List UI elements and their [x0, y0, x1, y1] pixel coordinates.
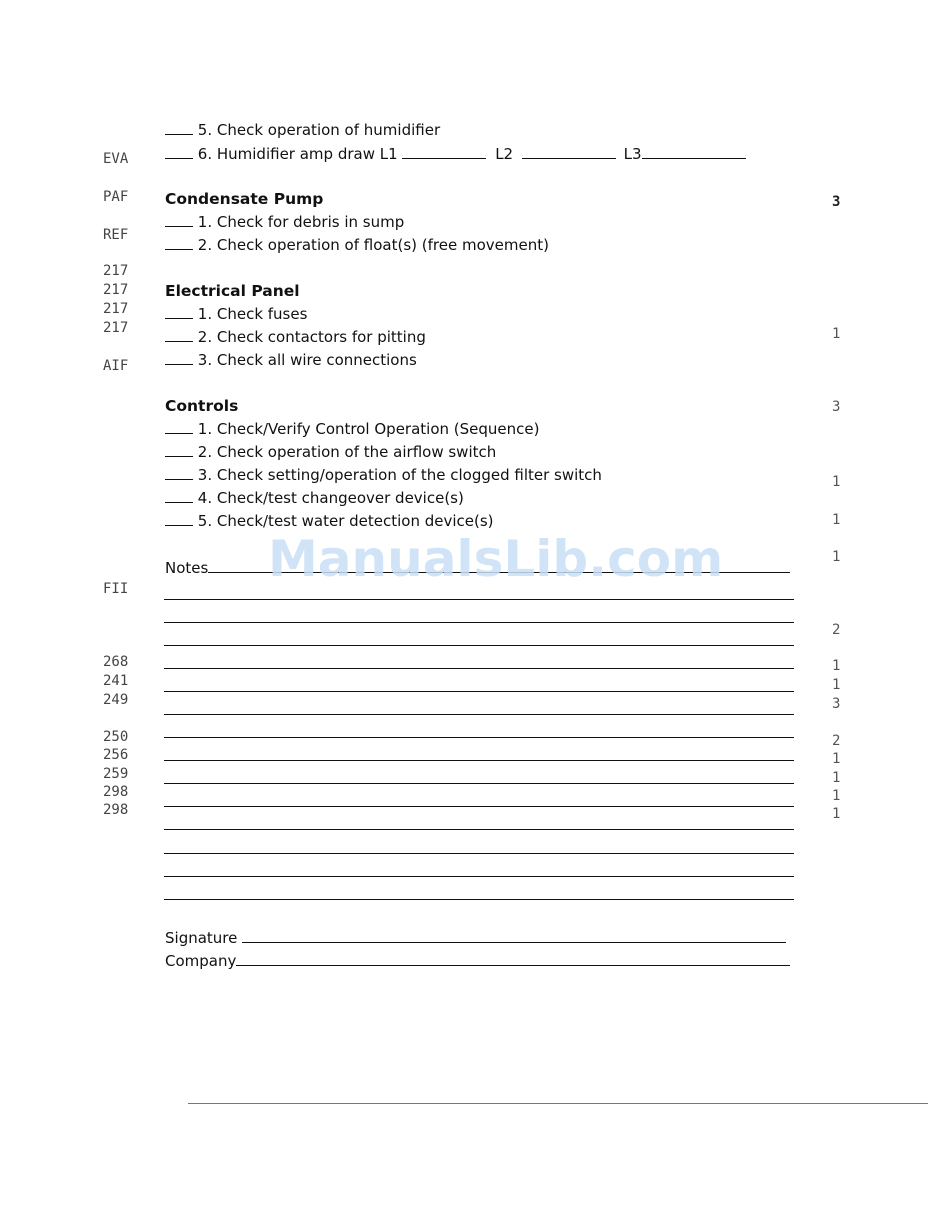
checklist-item	[165, 420, 539, 438]
item-label: 1. Check/Verify Control Operation (Sequence)	[197, 420, 540, 438]
item-label: 1. Check for debris in sump	[197, 213, 405, 231]
bleed-right-text: 1	[832, 658, 841, 674]
item-label: 4. Check/test changeover device(s)	[197, 489, 464, 507]
checklist-item	[165, 213, 404, 231]
bleed-left-text: 250	[103, 729, 129, 745]
item-label: 5. Check operation of humidifier	[197, 121, 441, 139]
bleed-right-text: 2	[832, 622, 841, 638]
bleed-left-text: 217	[103, 301, 129, 317]
bleed-left-text: FII	[103, 581, 129, 597]
bleed-left-text: PAF	[103, 189, 129, 205]
section-title: Electrical Panel	[165, 282, 300, 300]
signature-row	[165, 929, 786, 947]
item-label: 1. Check fuses	[197, 305, 308, 323]
company-label: Company	[165, 952, 237, 970]
company-row	[165, 952, 790, 970]
check-blank[interactable]	[165, 236, 193, 250]
bleed-right-text: 1	[832, 677, 841, 693]
footer-divider	[188, 1103, 928, 1104]
checklist-item	[165, 236, 549, 254]
checklist-item	[165, 145, 746, 163]
watermark: ManualsLib.com	[268, 530, 724, 588]
item-label: 6. Humidifier amp draw L1	[197, 145, 398, 163]
bleed-right-text: 1	[832, 806, 841, 822]
bleed-right-text: 3	[832, 696, 841, 712]
bleed-right-text: 1	[832, 770, 841, 786]
check-blank[interactable]	[165, 489, 193, 503]
bleed-right-text: 1	[832, 512, 841, 528]
bleed-right-text: 1	[832, 326, 841, 342]
bleed-left-text: 217	[103, 282, 129, 298]
checklist-item	[165, 305, 307, 323]
signature-label: Signature	[165, 929, 238, 947]
bleed-left-text: 256	[103, 747, 129, 763]
company-field[interactable]	[236, 952, 790, 966]
notes-line[interactable]	[164, 760, 794, 761]
bleed-left-text: 259	[103, 766, 129, 782]
notes-label: Notes	[165, 559, 209, 577]
check-blank[interactable]	[165, 305, 193, 319]
notes-line[interactable]	[164, 622, 794, 623]
checklist-item	[165, 512, 494, 530]
notes-line[interactable]	[164, 668, 794, 669]
checklist-item	[165, 351, 417, 369]
bleed-right-text: 1	[832, 549, 841, 565]
bleed-right-text: 3	[832, 194, 841, 210]
notes-line[interactable]	[164, 876, 794, 877]
check-blank[interactable]	[165, 145, 193, 159]
l2-label: L2	[495, 145, 514, 163]
bleed-left-text: 217	[103, 263, 129, 279]
bleed-right-text: 1	[832, 788, 841, 804]
check-blank[interactable]	[165, 443, 193, 457]
signature-field[interactable]	[242, 929, 786, 943]
bleed-right-text: 1	[832, 474, 841, 490]
l1-blank[interactable]	[402, 145, 486, 159]
notes-line[interactable]	[164, 645, 794, 646]
check-blank[interactable]	[165, 466, 193, 480]
bleed-left-text: 241	[103, 673, 129, 689]
bleed-left-text: REF	[103, 227, 129, 243]
notes-line[interactable]	[164, 737, 794, 738]
bleed-left-text: 298	[103, 802, 129, 818]
bleed-right-text: 2	[832, 733, 841, 749]
notes-line[interactable]	[164, 691, 794, 692]
item-label: 5. Check/test water detection device(s)	[197, 512, 494, 530]
checklist-item	[165, 443, 496, 461]
notes-line[interactable]	[164, 783, 794, 784]
bleed-left-text: 217	[103, 320, 129, 336]
item-label: 3. Check all wire connections	[197, 351, 417, 369]
l3-label: L3	[623, 145, 642, 163]
check-blank[interactable]	[165, 121, 193, 135]
bleed-left-text: 268	[103, 654, 129, 670]
bleed-left-text: 298	[103, 784, 129, 800]
check-blank[interactable]	[165, 420, 193, 434]
bleed-left-text: AIF	[103, 358, 129, 374]
l2-blank[interactable]	[522, 145, 616, 159]
l3-blank[interactable]	[642, 145, 746, 159]
check-blank[interactable]	[165, 351, 193, 365]
bleed-left-text: EVA	[103, 151, 129, 167]
check-blank[interactable]	[165, 213, 193, 227]
item-label: 2. Check operation of the airflow switch	[197, 443, 497, 461]
check-blank[interactable]	[165, 328, 193, 342]
item-label: 3. Check setting/operation of the clogged filter switch	[197, 466, 602, 484]
notes-line[interactable]	[164, 806, 794, 807]
notes-line[interactable]	[164, 829, 794, 830]
item-label: 2. Check contactors for pitting	[197, 328, 426, 346]
section-title: Controls	[165, 397, 239, 415]
notes-line[interactable]	[164, 853, 794, 854]
checklist-item	[165, 466, 602, 484]
section-title: Condensate Pump	[165, 190, 324, 208]
notes-line[interactable]	[164, 714, 794, 715]
bleed-right-text: 1	[832, 751, 841, 767]
checklist-item	[165, 328, 426, 346]
item-label: 2. Check operation of float(s) (free movement)	[197, 236, 549, 254]
notes-line[interactable]	[164, 599, 794, 600]
checklist-item	[165, 121, 440, 139]
notes-line[interactable]	[164, 899, 794, 900]
check-blank[interactable]	[165, 512, 193, 526]
bleed-right-text: 3	[832, 399, 841, 415]
checklist-item	[165, 489, 464, 507]
bleed-left-text: 249	[103, 692, 129, 708]
